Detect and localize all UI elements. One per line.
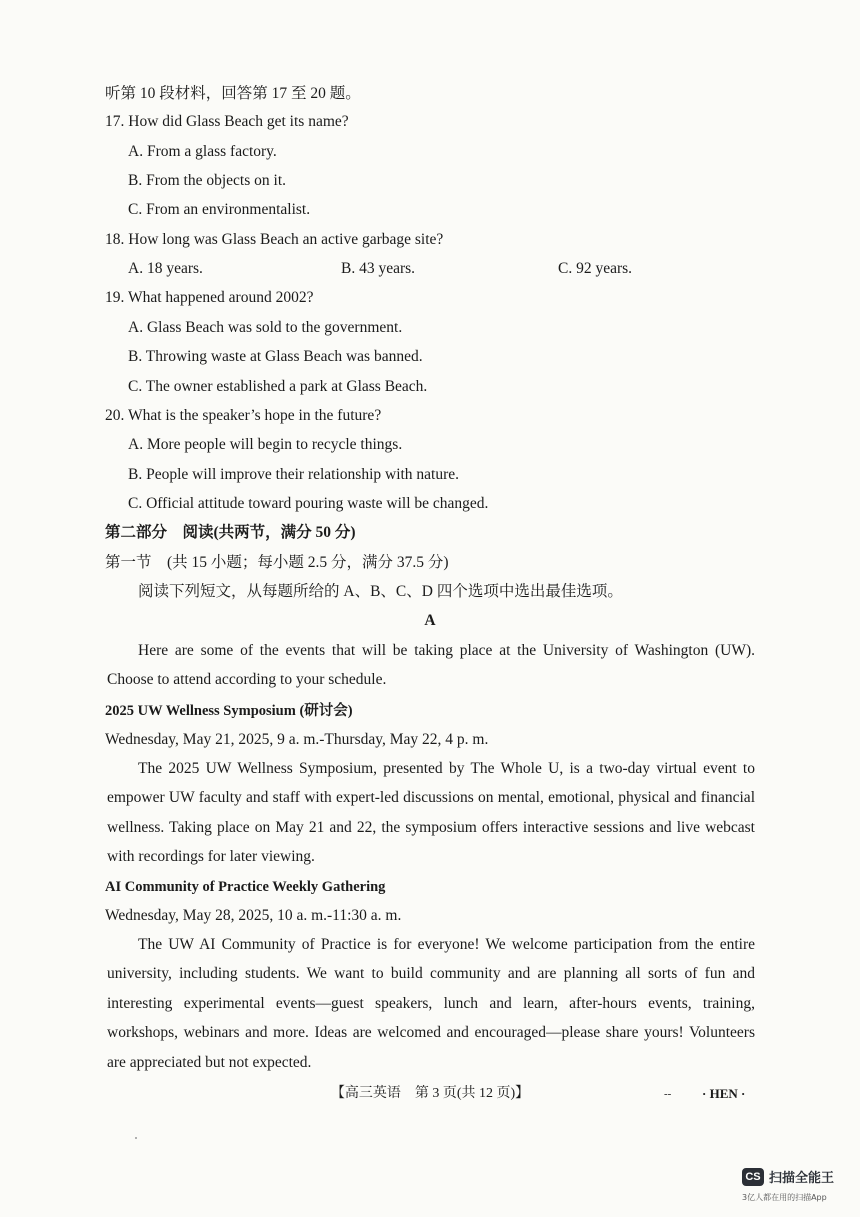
option-20b: B. People will improve their relationship with nature. bbox=[128, 466, 460, 483]
option-20c: C. Official attitude toward pouring waste will be changed. bbox=[128, 495, 489, 512]
option-18a: A. 18 years. bbox=[128, 260, 203, 277]
scanner-logo bbox=[742, 1167, 834, 1186]
event-2-date: Wednesday, May 28, 2025, 10 a. m.-11:30 a. m. bbox=[105, 907, 402, 924]
footer-code: · HEN · bbox=[702, 1086, 746, 1101]
option-17b: B. From the objects on it. bbox=[128, 172, 287, 189]
option-17c: C. From an environmentalist. bbox=[128, 201, 311, 218]
cs-logo-icon: CS bbox=[742, 1168, 764, 1186]
passage-label: A bbox=[424, 612, 436, 629]
option-19a: A. Glass Beach was sold to the government. bbox=[128, 319, 403, 336]
event-1-body: The 2025 UW Wellness Symposium, presented by The Whole U, is a two-day virtual event to empower UW faculty and staff with expert-led discussions on mental, emotional, physical and financial wellness. Taking place on May 21 and 22, the symposium offers interactive sessions and live webcast with recordings for later viewing. bbox=[107, 760, 755, 866]
event-1-title: 2025 UW Wellness Symposium (研讨会) bbox=[105, 703, 353, 719]
part2-instruction: 阅读下列短文，从每题所给的 A、B、C、D 四个选项中选出最佳选项。 bbox=[138, 583, 623, 600]
option-18b: B. 43 years. bbox=[341, 260, 416, 277]
section-intro: 听第 10 段材料，回答第 17 至 20 题。 bbox=[105, 85, 361, 102]
option-20a: A. More people will begin to recycle things. bbox=[128, 436, 403, 453]
option-18c: C. 92 years. bbox=[558, 260, 633, 277]
scanner-tagline: 3亿人都在用的扫描App bbox=[742, 1193, 827, 1202]
part2-section1: 第一节 (共 15 小题；每小题 2.5 分，满分 37.5 分) bbox=[105, 554, 449, 571]
page-footer: 【高三英语 第 3 页(共 12 页)】 bbox=[330, 1086, 530, 1101]
event-1-date: Wednesday, May 21, 2025, 9 a. m.-Thursday, May 22, 4 p. m. bbox=[105, 731, 489, 748]
question-19: 19. What happened around 2002? bbox=[105, 289, 314, 306]
scan-speck bbox=[135, 1137, 137, 1139]
option-19b: B. Throwing waste at Glass Beach was banned. bbox=[128, 348, 423, 365]
scanner-app-name: 扫描全能王 bbox=[769, 1171, 835, 1186]
footer-dash: -- bbox=[664, 1088, 672, 1100]
option-19c: C. The owner established a park at Glass Beach. bbox=[128, 378, 428, 395]
part2-title: 第二部分 阅读(共两节，满分 50 分) bbox=[105, 524, 356, 541]
event-2-body: The UW AI Community of Practice is for everyone! We welcome participation from the entire university, including students. We want to build community and are planning all sorts of fun and interesting experimental events—guest speakers, lunch and learn, after-hours events, training, workshops, webinars and more. Ideas are welcomed and encouraged—please share yours! Volunteers are appreciated but not expected. bbox=[107, 936, 755, 1071]
question-18: 18. How long was Glass Beach an active garbage site? bbox=[105, 231, 444, 248]
question-20: 20. What is the speaker’s hope in the future? bbox=[105, 407, 382, 424]
option-17a: A. From a glass factory. bbox=[128, 143, 277, 160]
question-17: 17. How did Glass Beach get its name? bbox=[105, 113, 349, 130]
passage-intro: Here are some of the events that will be taking place at the University of Washington (UW). Choose to attend according to your schedule. bbox=[107, 642, 755, 689]
event-2-title: AI Community of Practice Weekly Gathering bbox=[105, 879, 386, 895]
